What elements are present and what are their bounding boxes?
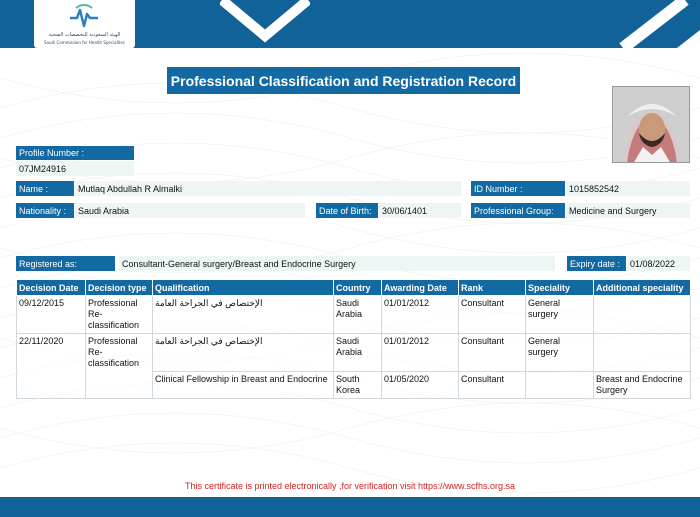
- scfhs-logo: [34, 0, 135, 48]
- awarding-date-cell: 01/01/2012: [382, 334, 459, 372]
- speciality-cell: [526, 371, 594, 398]
- table-header-row: [17, 280, 691, 296]
- column-header-speciality: Speciality: [526, 280, 594, 296]
- professional-group-value: Medicine and Surgery: [566, 203, 690, 218]
- corner-chevron-decoration: [615, 0, 700, 48]
- rank-cell: Consultant: [459, 334, 526, 372]
- decision-date-cell: 22/11/2020: [17, 334, 86, 372]
- column-header-awarding-date: Awarding Date: [382, 280, 459, 296]
- expiry-date-value: 01/08/2022: [627, 256, 690, 271]
- profile-number-label: Profile Number :: [16, 146, 134, 160]
- table-row: [17, 334, 691, 372]
- rank-cell: Consultant: [459, 296, 526, 334]
- dob-label: Date of Birth:: [316, 203, 378, 218]
- country-cell: Saudi Arabia: [334, 334, 382, 372]
- column-header-decision-date: Decision Date: [17, 280, 86, 296]
- dob-value: 30/06/1401: [379, 203, 461, 218]
- additional-speciality-cell: [594, 334, 691, 372]
- awarding-date-cell: 01/01/2012: [382, 296, 459, 334]
- decision-type-cell: Professional Re-classification: [86, 296, 153, 334]
- classification-table: [16, 279, 691, 399]
- decision-type-cell: Professional Re-classification: [86, 334, 153, 372]
- country-cell: South Korea: [334, 371, 382, 398]
- verification-note: This certificate is printed electronically ,for verification visit https://www.scfhs.org.sa: [184, 481, 516, 491]
- qualification-cell: الإختصاص في الجراحة العامة: [153, 334, 334, 372]
- speciality-cell: General surgery: [526, 296, 594, 334]
- table-row: [17, 371, 691, 398]
- column-header-decision-type: Decision type: [86, 280, 153, 296]
- decision-type-cell: [86, 371, 153, 398]
- profile-photo: [612, 86, 690, 163]
- rank-cell: Consultant: [459, 371, 526, 398]
- table-row: [17, 296, 691, 334]
- decision-date-cell: 09/12/2015: [17, 296, 86, 334]
- qualification-cell: Clinical Fellowship in Breast and Endocrine: [153, 371, 334, 398]
- expiry-date-label: Expiry date :: [567, 256, 626, 271]
- chevron-decoration: [220, 0, 310, 48]
- footer-bar: [0, 497, 700, 517]
- nationality-value: Saudi Arabia: [75, 203, 305, 218]
- column-header-qualification: Qualification: [153, 280, 334, 296]
- registered-as-value: Consultant-General surgery/Breast and Endocrine Surgery: [119, 256, 555, 271]
- column-header-additional-speciality: Additional speciality: [594, 280, 691, 296]
- logo-arabic-text: الهيئة السعودية للتخصصات الصحية: [48, 32, 121, 38]
- name-label: Name :: [16, 181, 74, 196]
- id-number-value: 1015852542: [566, 181, 690, 196]
- page-title: Professional Classification and Registration Record: [167, 67, 520, 94]
- logo-english-text: Saudi Commission for Health Specialties: [44, 40, 125, 45]
- profile-number-value: 07JM24916: [16, 161, 134, 176]
- background-pattern: [0, 48, 700, 496]
- id-number-label: ID Number :: [471, 181, 565, 196]
- professional-group-label: Professional Group:: [471, 203, 565, 218]
- additional-speciality-cell: Breast and Endocrine Surgery: [594, 371, 691, 398]
- name-value: Mutlaq Abdullah R Almalki: [75, 181, 461, 196]
- speciality-cell: General surgery: [526, 334, 594, 372]
- additional-speciality-cell: [594, 296, 691, 334]
- column-header-country: Country: [334, 280, 382, 296]
- nationality-label: Nationality :: [16, 203, 74, 218]
- country-cell: Saudi Arabia: [334, 296, 382, 334]
- decision-date-cell: [17, 371, 86, 398]
- awarding-date-cell: 01/05/2020: [382, 371, 459, 398]
- registered-as-label: Registered as:: [16, 256, 115, 271]
- column-header-rank: Rank: [459, 280, 526, 296]
- scfhs-logo-mark-icon: [67, 4, 101, 30]
- qualification-cell: الإختصاص في الجراحة العامة: [153, 296, 334, 334]
